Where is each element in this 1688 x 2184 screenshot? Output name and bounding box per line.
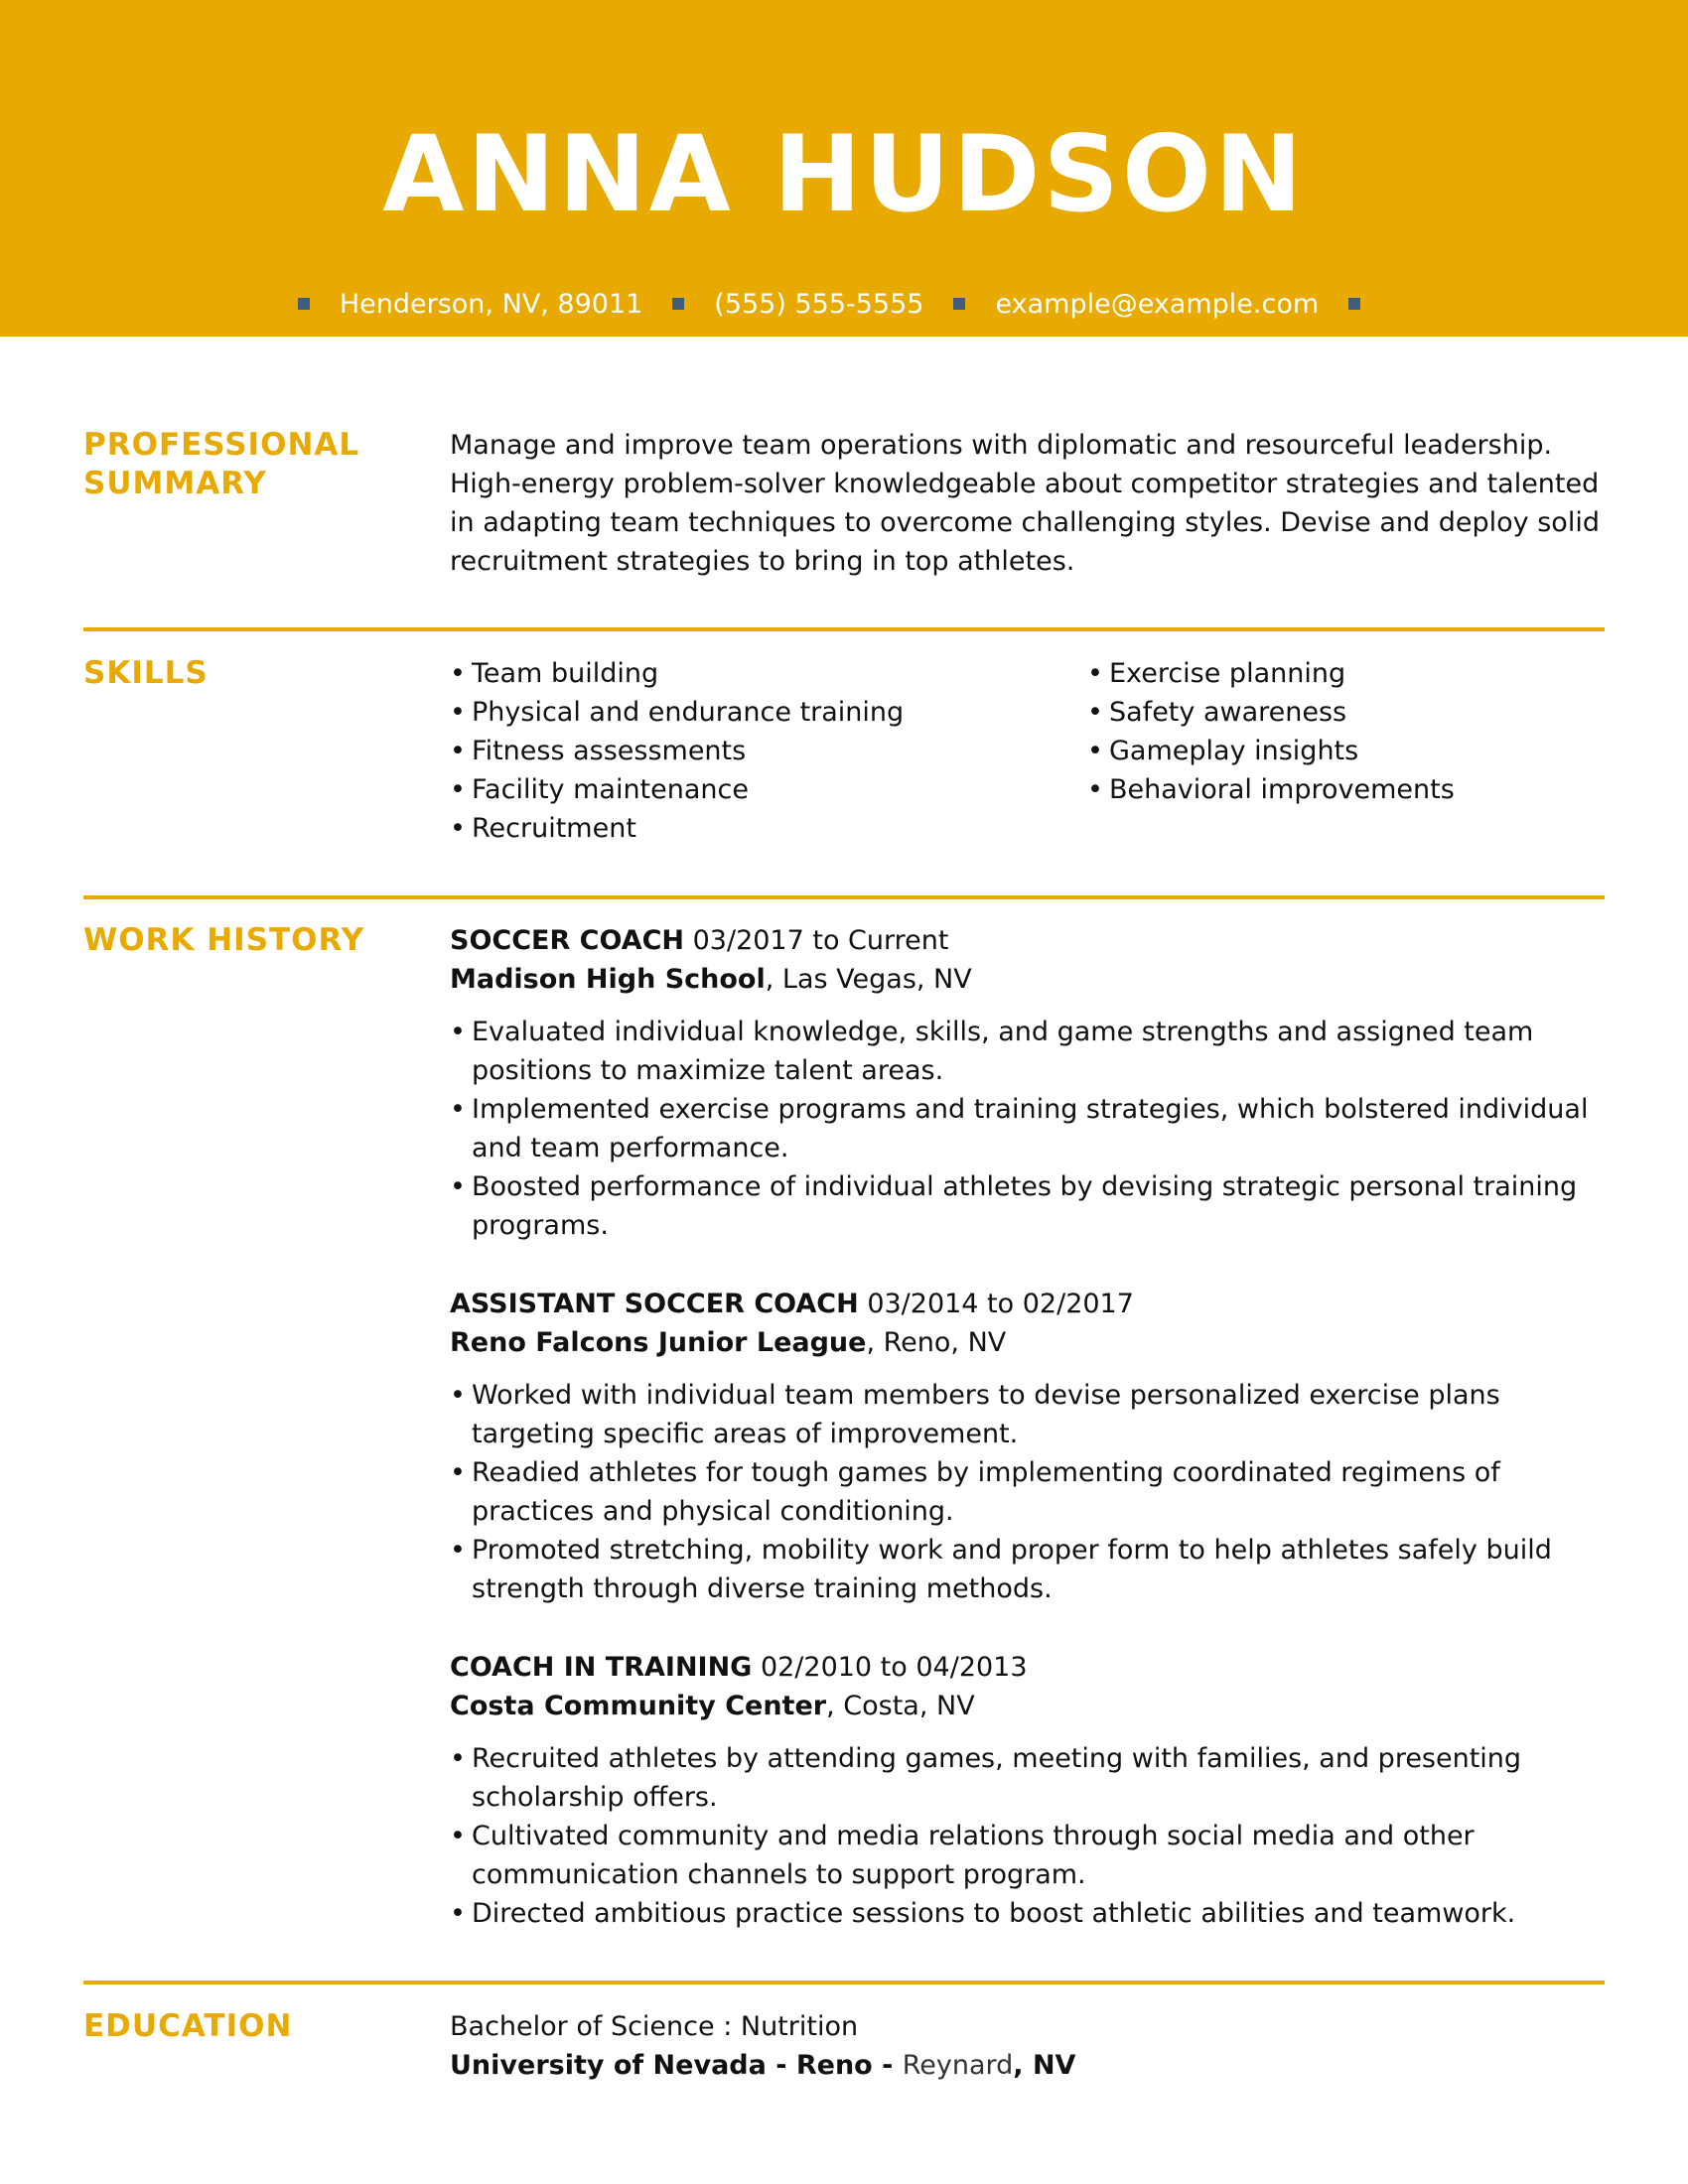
job-duty-item: • Worked with individual team members to devise personalized exercise plans targeting specific areas of improvement. bbox=[450, 1376, 1605, 1453]
job-duties bbox=[450, 1376, 1605, 1608]
job-employer-line bbox=[450, 1323, 1605, 1362]
skills-heading: SKILLS bbox=[83, 655, 209, 691]
job-dates: 03/2014 to 02/2017 bbox=[867, 1289, 1134, 1319]
job-role: COACH IN TRAINING bbox=[450, 1652, 753, 1683]
education-degree: Bachelor of Science : Nutrition bbox=[450, 2011, 859, 2042]
education-heading: EDUCATION bbox=[83, 2008, 293, 2044]
job-employer: Costa Community Center bbox=[450, 1691, 827, 1721]
summary-section bbox=[83, 426, 1605, 585]
job-location: , Las Vegas, NV bbox=[765, 964, 972, 995]
job-title-line bbox=[450, 1285, 1605, 1323]
work-history-section bbox=[83, 921, 1605, 1954]
job-duty-item: • Cultivated community and media relations through social media and other communication channels to support program. bbox=[450, 1817, 1605, 1894]
square-bullet-icon bbox=[1348, 298, 1360, 310]
job-employer-line bbox=[450, 960, 1605, 999]
job-location: , Reno, NV bbox=[866, 1327, 1007, 1358]
job-entry bbox=[450, 1648, 1605, 1933]
header-band bbox=[0, 0, 1688, 337]
job-duties bbox=[450, 1739, 1605, 1933]
contact-email: example@example.com bbox=[995, 288, 1320, 320]
section-divider bbox=[83, 895, 1605, 899]
skills-list-left bbox=[450, 654, 904, 848]
work-history-heading: WORK HISTORY bbox=[83, 922, 365, 958]
job-role: SOCCER COACH bbox=[450, 925, 685, 956]
job-entry bbox=[450, 921, 1605, 1245]
job-duties bbox=[450, 1013, 1605, 1245]
job-role: ASSISTANT SOCCER COACH bbox=[450, 1289, 859, 1319]
skill-item: • Behavioral improvements bbox=[1087, 770, 1455, 809]
skill-item: • Exercise planning bbox=[1087, 654, 1455, 693]
education-school-line bbox=[450, 2046, 1605, 2085]
job-employer: Reno Falcons Junior League bbox=[450, 1327, 867, 1358]
job-duty-item: • Boosted performance of individual athletes by devising strategic personal training programs. bbox=[450, 1167, 1605, 1245]
square-bullet-icon bbox=[672, 298, 684, 310]
contact-phone: (555) 555-5555 bbox=[714, 288, 924, 320]
section-divider bbox=[83, 627, 1605, 631]
candidate-name: ANNA HUDSON bbox=[382, 113, 1306, 235]
education-city: Reynard bbox=[902, 2050, 1014, 2081]
education-separator: - bbox=[872, 2050, 903, 2081]
education-body bbox=[450, 2007, 1605, 2085]
job-title-line bbox=[450, 921, 1605, 960]
skills-list-right bbox=[1087, 654, 1455, 809]
job-duty-item: • Promoted stretching, mobility work and proper form to help athletes safely build strength through diverse training methods. bbox=[450, 1531, 1605, 1608]
square-bullet-icon bbox=[953, 298, 965, 310]
education-school: University of Nevada - Reno bbox=[450, 2050, 873, 2081]
job-employer: Madison High School bbox=[450, 964, 766, 995]
job-location: , Costa, NV bbox=[826, 1691, 975, 1721]
job-dates: 02/2010 to 04/2013 bbox=[760, 1652, 1028, 1683]
job-title-line bbox=[450, 1648, 1605, 1687]
education-state: , NV bbox=[1013, 2050, 1076, 2081]
summary-text: Manage and improve team operations with diplomatic and resourceful leadership. High-energy problem-solver knowledgeable about competitor strategies and talented in adapting team techniques to overcome challenging styles. Devise and deploy solid recruitment strategies to bring in top athletes. bbox=[450, 430, 1600, 577]
contact-bar bbox=[0, 284, 1688, 324]
job-entry bbox=[450, 1285, 1605, 1608]
skill-item: • Physical and endurance training bbox=[450, 693, 904, 732]
job-employer-line bbox=[450, 1687, 1605, 1725]
job-duty-item: • Evaluated individual knowledge, skills, and game strengths and assigned team positions to maximize talent areas. bbox=[450, 1013, 1605, 1090]
job-dates: 03/2017 to Current bbox=[692, 925, 949, 956]
job-duty-item: • Readied athletes for tough games by implementing coordinated regimens of practices and physical conditioning. bbox=[450, 1453, 1605, 1531]
section-divider bbox=[83, 1980, 1605, 1984]
skill-item: • Recruitment bbox=[450, 809, 904, 848]
skill-item: • Team building bbox=[450, 654, 904, 693]
job-duty-item: • Directed ambitious practice sessions to boost athletic abilities and teamwork. bbox=[450, 1894, 1605, 1933]
job-duty-item: • Recruited athletes by attending games, meeting with families, and presenting scholarship offers. bbox=[450, 1739, 1605, 1817]
job-duty-item: • Implemented exercise programs and training strategies, which bolstered individual and team performance. bbox=[450, 1090, 1605, 1167]
skill-item: • Fitness assessments bbox=[450, 732, 904, 770]
skill-item: • Safety awareness bbox=[1087, 693, 1455, 732]
skill-item: • Facility maintenance bbox=[450, 770, 904, 809]
skill-item: • Gameplay insights bbox=[1087, 732, 1455, 770]
summary-heading: PROFESSIONAL SUMMARY bbox=[83, 427, 360, 501]
square-bullet-icon bbox=[298, 298, 310, 310]
skills-section bbox=[83, 654, 1605, 853]
education-section bbox=[83, 2007, 1605, 2107]
contact-location: Henderson, NV, 89011 bbox=[339, 288, 643, 320]
work-history-body bbox=[450, 921, 1605, 1954]
